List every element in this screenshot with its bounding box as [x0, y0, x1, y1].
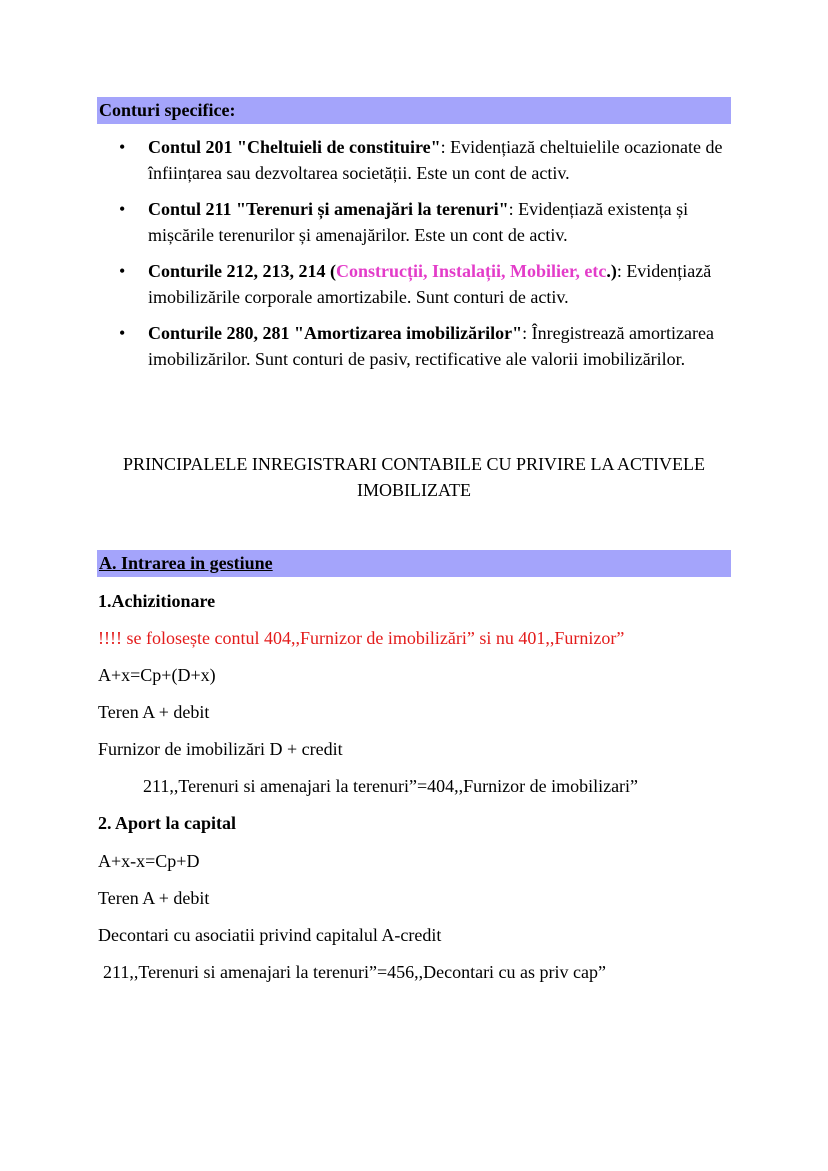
main-title-line2: IMOBILIZATE — [357, 480, 471, 500]
bullet-icon: • — [119, 199, 126, 219]
account-description: : Evidențiază cheltuielile ocazionate de înființarea sau dezvoltarea societății. Este un cont de activ. — [148, 137, 723, 183]
account-description: : Înregistrează amortizarea imobilizărilor. Sunt conturi de pasiv, rectificative ale valorii imobilizărilor. — [148, 323, 714, 369]
list-item — [119, 134, 738, 186]
text-line: Teren A + debit — [98, 888, 210, 908]
accounting-entry: 211,,Terenuri si amenajari la terenuri”=456,,Decontari cu as priv cap” — [103, 962, 607, 982]
account-description: : Evidențiază existența și mișcările terenurilor și amenajărilor. Este un cont de activ. — [148, 199, 689, 245]
section-heading-text: A. Intrarea in gestiune — [99, 553, 273, 573]
account-title: Contul 211 "Terenuri și amenajări la terenuri" — [148, 199, 509, 219]
equation-line: A+x-x=Cp+D — [98, 851, 200, 871]
main-title — [97, 451, 731, 503]
section-heading-text: Conturi specifice: — [99, 100, 236, 120]
account-title: Contul 201 "Cheltuieli de constituire" — [148, 137, 441, 157]
text-line: Furnizor de imobilizări D + credit — [98, 739, 343, 759]
list-item — [119, 196, 738, 248]
main-title-line1: PRINCIPALELE INREGISTRARI CONTABILE CU PRIVIRE LA ACTIVELE — [123, 454, 705, 474]
section-heading-intrarea — [97, 550, 731, 577]
bullet-icon: • — [119, 261, 126, 281]
list-item — [119, 258, 738, 310]
text-line: Teren A + debit — [98, 702, 210, 722]
bullet-icon: • — [119, 323, 126, 343]
account-title-prefix: Conturile 212, 213, 214 ( — [148, 261, 336, 281]
accounting-entry: 211,,Terenuri si amenajari la terenuri”=404,,Furnizor de imobilizari” — [143, 776, 639, 796]
account-title-highlight: Construcții, Instalații, Mobilier, etc — [336, 261, 607, 281]
section-heading-specific-accounts — [97, 97, 731, 124]
bullet-icon: • — [119, 137, 126, 157]
subheading-achizitionare: 1.Achizitionare — [98, 591, 216, 611]
warning-note: !!!! se folosește contul 404,,Furnizor de imobilizări” si nu 401,,Furnizor” — [98, 628, 625, 648]
text-line: Decontari cu asociatii privind capitalul A-credit — [98, 925, 442, 945]
account-title-suffix: .) — [606, 261, 617, 281]
subheading-aport: 2. Aport la capital — [98, 813, 236, 833]
accounts-list — [119, 134, 738, 382]
account-title: Conturile 280, 281 "Amortizarea imobilizărilor" — [148, 323, 523, 343]
account-description: : Evidențiază imobilizările corporale amortizabile. Sunt conturi de activ. — [148, 261, 712, 307]
list-item — [119, 320, 738, 372]
equation-line: A+x=Cp+(D+x) — [98, 665, 216, 685]
